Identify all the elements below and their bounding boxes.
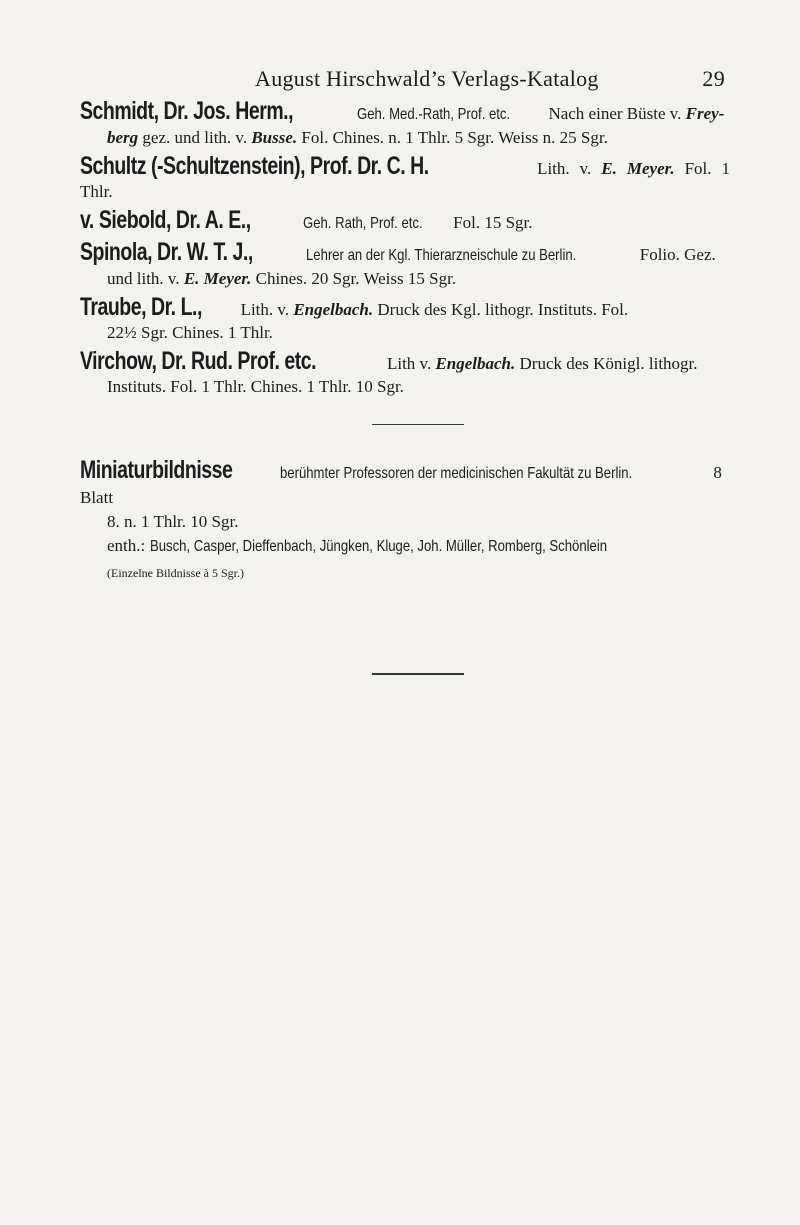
section-sheet-count: 8 Blatt [80, 463, 722, 507]
entry-text: Lith. v. [537, 159, 592, 178]
entry-name: Schmidt, Dr. Jos. Herm., [80, 97, 294, 125]
artist-name: E. Meyer. [601, 159, 675, 178]
entry-name: Spinola, Dr. W. T. J., [80, 238, 253, 266]
artist-name: Frey- [685, 104, 725, 123]
entry-continuation: 22½ Sgr. Chines. 1 Thlr. [107, 323, 273, 342]
entry-text: Fol. 1 Thlr. [80, 159, 731, 201]
section-description: berühmter Professoren der medicinischen Fakultät zu Berlin. [279, 465, 632, 482]
entry-schmidt [80, 97, 730, 149]
contents-list: Busch, Casper, Dieffenbach, Jüngken, Kluge, Joh. Müller, Romberg, Schönlein [149, 538, 607, 555]
section-note: (Einzelne Bildnisse à 5 Sgr.) [107, 566, 244, 580]
entry-text: Fol. 15 Sgr. [453, 213, 533, 232]
section-contents [80, 534, 730, 559]
artist-name: Busse. [251, 128, 298, 147]
section-name: Miniaturbildnisse [80, 456, 233, 484]
contents-label: enth.: [107, 536, 146, 555]
artist-name: Engelbach. [435, 354, 516, 373]
entry-spinola [80, 238, 730, 290]
miniatur-section [80, 458, 730, 585]
catalog-title: August Hirschwald’s Verlags-Katalog [255, 66, 599, 91]
entry-text: Druck des Kgl. lithogr. Instituts. Fol. [377, 300, 629, 319]
entry-continuation: Instituts. Fol. 1 Thlr. Chines. 1 Thlr. 10 Sgr. [107, 377, 404, 396]
entry-continuation [80, 267, 730, 290]
artist-name: Engelbach. [293, 300, 374, 319]
entry-siebold [80, 206, 730, 235]
entry-list [80, 97, 731, 404]
entry-virchow [80, 347, 730, 398]
entry-schultz [80, 152, 731, 203]
entry-name: Schultz (-Schultzenstein), Prof. Dr. C. H. [80, 152, 429, 180]
end-rule [372, 673, 464, 675]
divider-rule [372, 424, 464, 425]
entry-name: Virchow, Dr. Rud. Prof. etc. [80, 347, 317, 375]
entry-text: Nach einer Büste v. [548, 104, 682, 123]
entry-text: n. 25 Sgr. [542, 128, 608, 147]
entry-titles: Lehrer an der Kgl. Thierarzneischule zu Berlin. [305, 247, 577, 264]
page-number: 29 [702, 66, 725, 91]
entry-titles: Geh. Med.-Rath, Prof. etc. [357, 106, 511, 123]
entry-text: und lith. v. [107, 269, 180, 288]
section-price: 8. n. 1 Thlr. 10 Sgr. [107, 512, 239, 531]
entry-text: Fol. Chines. n. 1 Thlr. 5 Sgr. Weiss [301, 128, 539, 147]
entry-text: Lith. v. [240, 300, 290, 319]
artist-name: E. Meyer. [183, 269, 252, 288]
entry-name: Traube, Dr. L., [80, 293, 202, 321]
page-header [255, 66, 725, 92]
entry-text: Druck des Königl. lithogr. [519, 354, 698, 373]
entry-traube [80, 293, 730, 344]
entry-titles: Geh. Rath, Prof. etc. [303, 215, 423, 232]
entry-continuation [80, 126, 730, 149]
entry-text: Lith v. [386, 354, 432, 373]
entry-text: gez. und lith. v. [142, 128, 248, 147]
entry-text: Chines. 20 Sgr. Weiss 15 Sgr. [255, 269, 457, 288]
entry-name: v. Siebold, Dr. A. E., [80, 206, 251, 234]
artist-name: berg [107, 128, 139, 147]
entry-text: Folio. Gez. [639, 245, 716, 264]
